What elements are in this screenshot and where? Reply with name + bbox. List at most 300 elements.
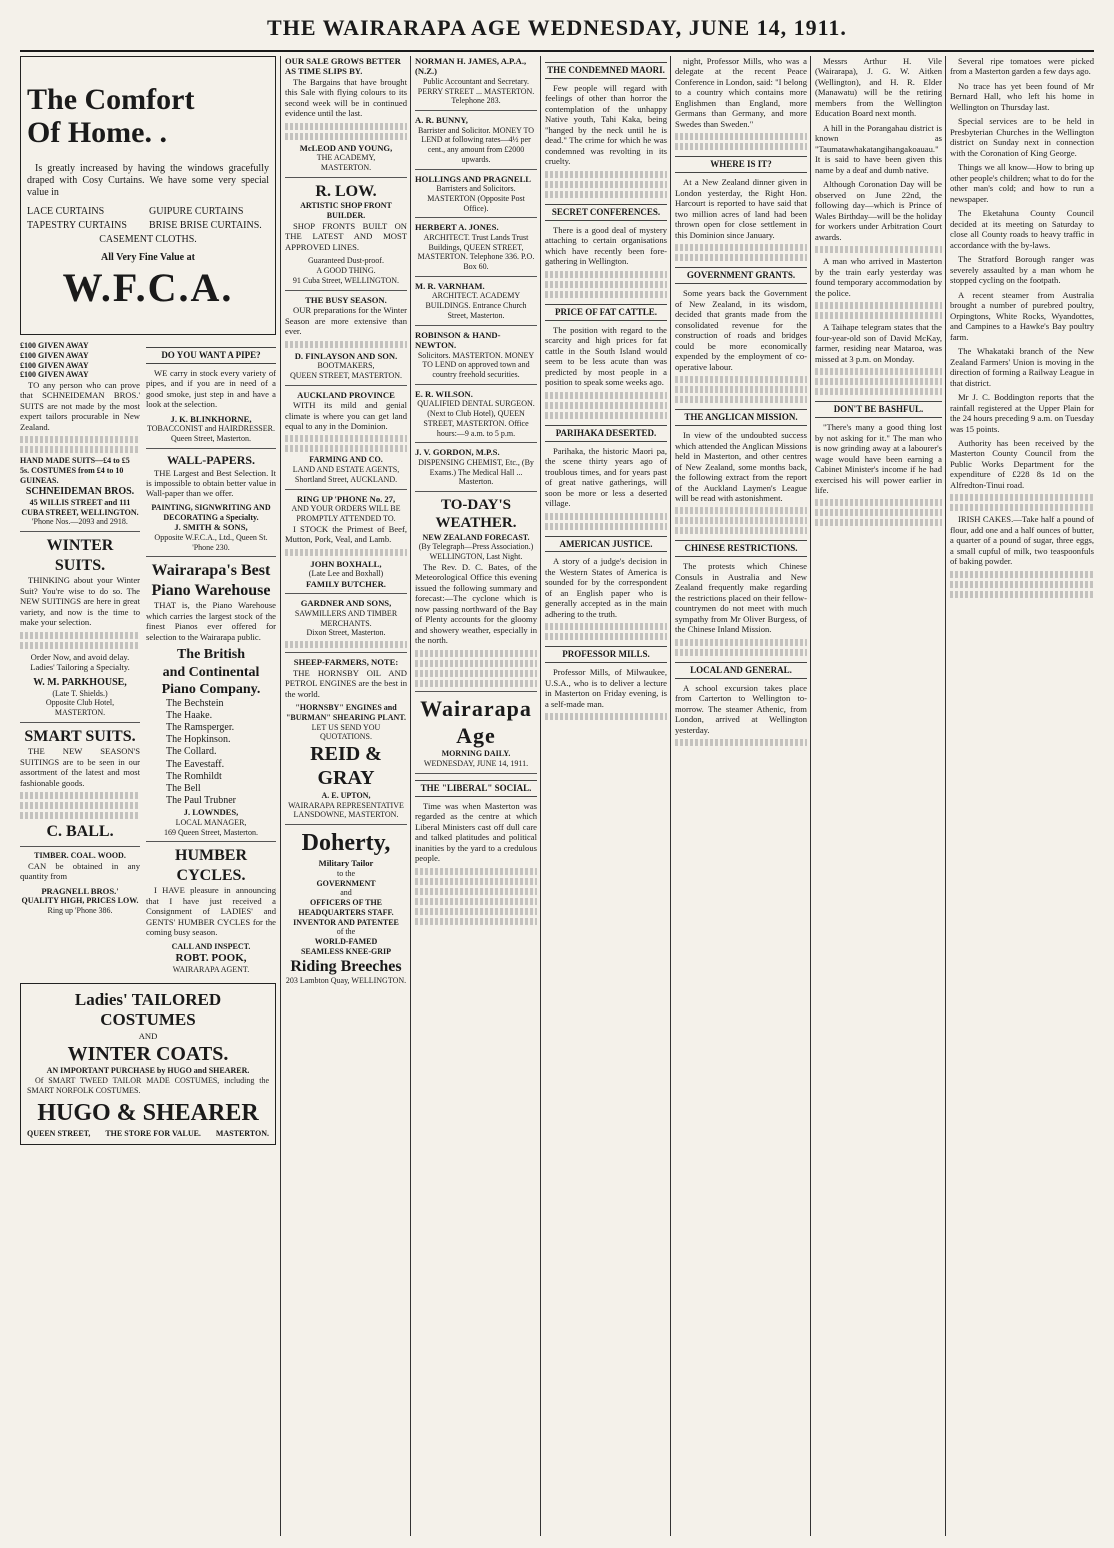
text-filler [675,649,807,656]
wfca-item: TAPESTRY CURTAINS [27,219,127,231]
wfca-title-1: The Comfort [27,83,195,116]
text-filler [815,499,942,506]
professional-card [415,330,537,385]
article-title: PRICE OF FAT CATTLE. [545,304,667,321]
piano-maker: The Bechstein [166,697,224,709]
wallpapers-address: Opposite W.F.C.A., Ltd., Queen St. 'Phone 230. [154,532,268,552]
text-filler [675,739,807,746]
text-filler [675,396,807,403]
rlow-line: Guaranteed Dust-proof. [308,256,384,266]
col1-split [20,341,276,975]
hugo-name: HUGO & SHEARER [37,1100,259,1127]
divider [415,491,537,492]
hugo-tag: THE STORE FOR VALUE. [105,1128,201,1138]
article-body: The protests which Chinese Consuls in Australia and New Zealand frequently make regarding the restrictions placed on their fellow-countrymen do not meet with much sympathy from Mr Oliver Burgess, of the Chinese Inland Mission. [675,561,807,635]
text-filler [815,302,942,309]
article [950,208,1094,250]
ring-trade: FAMILY BUTCHER. [306,578,386,589]
hugo-right: MASTERTON. [215,1128,269,1138]
schneideman-line: £100 GIVEN AWAY [20,360,89,370]
hugo-left: QUEEN STREET, [27,1128,91,1138]
divider [415,217,537,218]
article [950,162,1094,204]
column-6 [675,56,807,1536]
article [950,81,1094,112]
cycles-title: HUMBER CYCLES. [175,847,247,884]
sheep-combo: "HORNSBY" ENGINES and "BURMAN" SHEARING PLANT. [285,703,407,722]
doherty-line: OFFICERS OF THE HEADQUARTERS STAFF. [298,898,394,917]
ball-name: C. BALL. [46,823,114,841]
piano-role: LOCAL MANAGER, [175,817,247,827]
text-filler [675,639,807,646]
schneideman-address: 45 WILLIS STREET and 111 CUBA STREET, WELLINGTON. [21,497,139,517]
article [950,514,1094,597]
sheep-address: LANSDOWNE, MASTERTON. [293,810,399,820]
weather-dateline: WELLINGTON, Last Night. [429,552,523,562]
article-body: The Whakataki branch of the New Zealand Farmers' Union is moving in the direction of forming a Railway League in that district. [950,346,1094,388]
ring-late: (Late Lee and Boxhall) [308,569,384,579]
card-detail: ARCHITECT. ACADEMY BUILDINGS. Entrance Church Street, Masterton. [425,291,527,320]
divider [20,531,140,532]
article [950,346,1094,388]
article-title: SECRET CONFERENCES. [545,204,667,221]
article-body: A story of a judge's decision in the Western States of America is sounded for by the correspondent of an English paper who is generally accepted as in the main adhering to the truth. [545,556,667,619]
doherty-line: SEAMLESS KNEE-GRIP [300,946,392,956]
article [950,392,1094,434]
card-name: M. R. VARNHAM. [415,280,485,291]
text-filler [675,517,807,524]
wfca-item: BRISE BRISE CURTAINS. [149,219,262,231]
piano-maker: The Bell [166,782,201,794]
text-filler [415,670,537,677]
text-filler [415,680,537,687]
rlow-tag: A GOOD THING. [316,266,376,276]
professional-card [415,389,537,443]
schneideman-line: £100 GIVEN AWAY [20,350,89,360]
doherty-product: Riding Breeches [290,957,402,975]
text-filler [950,571,1094,578]
article-body: Some years back the Government of New Zealand, in its wisdom, decided that grants made from the consolidated revenue for the construction of roads and bridges could be more economically expended by the employment of co-operative labour. [675,288,807,372]
article [815,179,942,253]
article [815,256,942,319]
article [950,116,1094,158]
wfca-item: GUIPURE CURTAINS [149,205,244,217]
column-4 [415,56,537,1536]
text-filler [950,494,1094,501]
winter-name: W. M. PARKHOUSE, [33,676,127,688]
column-7 [815,56,942,1536]
divider [146,841,276,842]
text-filler [545,171,667,178]
mcleod-sub: THE ACADEMY, [316,153,376,163]
sheep-title: SHEEP-FARMERS, NOTE: [293,657,399,668]
divider [415,384,537,385]
text-filler [545,402,667,409]
auckland-firm: FARMING AND CO. [309,455,383,465]
text-filler [415,650,537,657]
article-body: IRISH CAKES.—Take half a pound of flour, add one and a half ounces of butter, a quarter of a pound of sugar, three eggs, a small cupful of milk, two teaspoonfuls of baking powder. [950,514,1094,567]
article [950,254,1094,285]
ring-sub: AND YOUR ORDERS WILL BE PROMPTLY ATTENDED TO. [291,504,401,523]
article-body: Things we all know—How to bring up other people's children; what to do for the other man's cold; and how to run a newspaper. [950,162,1094,204]
text-filler [415,898,537,905]
article [950,290,1094,342]
busy-title: THE BUSY SEASON. [305,294,387,305]
article [675,267,807,403]
text-filler [285,641,407,648]
doherty-line: of the [336,927,356,937]
text-filler [815,378,942,385]
column-rule [945,56,946,1536]
cycles-cta: CALL AND INSPECT. [171,941,251,951]
article-title: CHINESE RESTRICTIONS. [675,540,807,557]
piano-makers [146,698,276,808]
article-body: At a New Zealand dinner given in London yesterday, the Right Hon. Harcourt is reported to have said that two million acres of land had been thrown open for close settlement in this Dominion since January. [675,177,807,240]
article [545,536,667,641]
wallpapers-name: J. SMITH & SONS, [174,522,248,533]
liberal-title: THE "LIBERAL" SOCIAL. [415,780,537,797]
article-body: Messrs Arthur H. Vile (Wairarapa), J. G. W. Aitken (Wellington), and H. R. Elder (Manawatu) will be the retiring members from the Wellington Education Board next month. [815,56,942,119]
doherty-address: 203 Lambton Quay, WELLINGTON. [285,976,407,986]
column-8 [950,56,1094,1536]
divider [285,652,407,653]
professional-card [415,281,537,326]
cycles-body: I HAVE pleasure in announcing that I have just received a Consignment of LADIES' and GENTS' HUMBER CYCLES for the coming busy season. [146,885,276,938]
text-filler [285,445,407,452]
text-filler [815,519,942,526]
pragnell-phone: Ring up 'Phone 386. [47,905,113,915]
masthead [20,6,1094,52]
ring-title: RING UP 'PHONE No. 27, [296,493,396,504]
text-filler [675,507,807,514]
piano-maker: The Romhildt [166,770,222,782]
card-name: NORMAN H. JAMES, A.P.A., (N.Z.) [415,56,527,77]
busy-address: QUEEN STREET, MASTERTON. [289,370,403,380]
gardner-address: Dixon Street, Masterton. [306,628,386,638]
schneideman-line: £100 GIVEN AWAY [20,370,89,380]
professional-card [415,115,537,169]
professional-card [415,222,537,276]
text-filler [20,792,140,799]
divider [285,593,407,594]
paper-nameplate-sub: MORNING DAILY. [441,749,511,759]
article-body: "There's many a good thing lost by not asking for it." The man who is now grinding away at a labourer's wage would have been earning a Cabinet Minister's income if he had exercised his will power earlier in life. [815,422,942,495]
rlow-address: 91 Cuba Street, WELLINGTON. [292,275,400,285]
article [545,646,667,720]
wfca-item: LACE CURTAINS [27,205,105,217]
smart-title: SMART SUITS. [24,727,136,745]
text-filler [675,376,807,383]
column-3 [285,56,407,1536]
liberal-body: Time was when Masterton was regarded as the centre at which Liberal Ministers cast off dull care and talked platitudes and political inanities by the yard to a credulous people. [415,800,537,864]
text-filler [545,513,667,520]
busy-body: OUR preparations for the Winter Season are more extensive than ever. [285,305,407,337]
wallpapers-title: WALL-PAPERS. [166,452,256,467]
sheep-name: REID & GRAY [310,743,382,790]
wallpapers-trades: PAINTING, SIGNWRITING AND DECORATING a Specialty. [151,502,271,522]
piano-sub-3: Piano Company. [161,681,261,697]
cycles-name: ROBT. POOK, [175,951,247,964]
pipe-title: DO YOU WANT A PIPE? [146,347,276,364]
text-filler [415,660,537,667]
sheep-quote: LET US SEND YOU QUOTATIONS. [311,722,381,742]
winter-title: WINTER SUITS. [46,537,114,574]
rlow-name: R. LOW. [315,182,377,200]
auckland-body: WITH its mild and genial climate is where you can get land equal to any in the Dominion. [285,400,407,431]
text-filler [415,908,537,915]
article-body: Authority has been received by the Masterton County Council from the Public Works Department for the expenditure of £228 8s 1d on the Alfredton-Tinui road. [950,437,1094,490]
text-filler [285,549,407,556]
weather-body: The Rev. D. C. Bates, of the Meteorological Office this evening issued the following summary and forecast:—The cyclone which is now passing northward of the Bay of Plenty accounts for the gloomy and showery weather, especially in the north. [415,561,537,646]
column-5 [545,56,667,1536]
card-name: HOLLINGS AND PRAGNELL [415,173,532,184]
text-filler [675,244,807,251]
article [675,156,807,261]
article-body: Several ripe tomatoes were picked from a Masterton garden a few days ago. [950,56,1094,77]
gardner-name: GARDNER AND SONS, [300,598,392,609]
card-detail: Public Accountant and Secretary. PERRY STREET ... MASTERTON. Telephone 283. [417,76,535,106]
auckland-firm-2: LAND AND ESTATE AGENTS, [292,465,400,475]
rlow-body: SHOP FRONTS BUILT ON THE LATEST AND MOST APPROVED LINES. [285,220,407,252]
wfca-tag: All Very Fine Value at [101,252,195,264]
masthead-title: THE WAIRARAPA AGE WEDNESDAY, JUNE 14, 1911. [267,15,847,40]
article-body: A man who arrived in Masterton by the train early yesterday was found temporary accommodation by the police. [815,256,942,298]
column-rule [670,56,671,1536]
auckland-address: Shortland Street, AUCKLAND. [294,474,398,484]
text-filler [20,802,140,809]
wfca-name: W.F.C.A. [62,265,234,311]
article [815,401,942,526]
divider [415,169,537,170]
text-filler [815,509,942,516]
text-filler [545,181,667,188]
column-rule [410,56,411,1536]
ring-stock: I STOCK the Primest of Beef, Mutton, Pork, Veal, and Lamb. [285,523,407,545]
piano-title: Wairarapa's Best Piano Warehouse [151,562,271,599]
article-title: THE ANGLICAN MISSION. [675,409,807,426]
card-name: A. R. BUNNY, [415,115,468,126]
text-filler [285,123,407,130]
doherty-line: GOVERNMENT [316,878,376,888]
smart-body: THE NEW SEASON'S SUITINGS are to be seen in our assortment of the latest and most fashionable goods. [20,746,140,788]
article-body: There is a good deal of mystery attaching to certain organisations which have recently been fore-gathering in Wellington. [545,224,667,267]
wfca-title-2: Of Home. . [27,116,167,149]
article [950,438,1094,511]
text-filler [545,191,667,198]
col1-left [20,341,140,975]
article-body: Parihaka, the historic Maori pa, the scene thirty years ago of troublous times, and for years past of great native gatherings, will soon be more or less a deserted village. [545,445,667,509]
winter-order: Order Now, and avoid delay. [30,651,130,662]
professional-card [415,56,537,111]
text-filler [545,392,667,399]
article-body: Special services are to be held in Presbyterian Churches in the Wellington district on Sunday next in connection with the Coronation of King George. [950,116,1094,158]
column-rule [280,56,281,1536]
text-filler [545,633,667,640]
pipe-trade: TOBACCONIST and HAIRDRESSER. [147,424,275,434]
mcleod-body: The Bargains that have brought this Sale with flying colours to its second week will be in continued evidence until the last. [285,76,407,119]
article-title: AMERICAN JUSTICE. [545,536,667,553]
divider [415,276,537,277]
article [815,322,942,395]
article [675,662,807,746]
article [815,123,942,175]
article-body: Few people will regard with feelings of other than horror the contemplation of the unhappy Native youth, Tahi Kaka, being "hanged by the neck until he is dead." The crime for which he was condemned was revolting in its cruelty. [545,82,667,167]
gardner-trade: SAWMILLERS AND TIMBER MERCHANTS. [294,608,398,628]
winter-late: (Late T. Shields.) [52,688,108,698]
card-detail: Barrister and Solicitor. MONEY TO LEND at following rates—4½ per cent., any amount from £2000 upwards. [417,125,535,164]
doherty-line: INVENTOR AND PATENTEE [293,917,399,927]
weather-source: (By Telegraph—Press Association.) [418,542,534,552]
article-body: The position with regard to the scarcity and high prices for fat cattle in the South Island would seem to be less acute than was predicted by most people in a position to speak some weeks ago. [545,324,667,388]
col1-right [146,341,276,975]
hugo-footer [27,1129,269,1139]
text-filler [950,581,1094,588]
paper-nameplate: Wairarapa Age [420,695,532,748]
article-body: Professor Mills, of Milwaukee, U.S.A., who is to deliver a lecture in Masterton on Friday evening, is a self-made man. [545,667,667,709]
article [815,56,942,119]
text-filler [285,133,407,140]
article-body: The Stratford Borough ranger was severely assaulted by a man whom he stopped cycling on the footpath. [950,254,1094,286]
sheep-body: THE HORNSBY OIL AND PETROL ENGINES are the best in the world. [285,667,407,699]
text-filler [545,291,667,298]
card-name: E. R. WILSON. [415,388,473,399]
article-body: A recent steamer from Australia brought a number of purebred poultry, Orpingtons, White Rocks, Wyandottes, and Campines to a Hawke's Bay poultry farm. [950,289,1094,342]
piano-name: J. LOWNDES, [183,807,239,818]
text-filler [545,523,667,530]
card-name: J. V. GORDON, M.P.S. [415,447,500,458]
divider [285,290,407,291]
card-detail: DISPENSING CHEMIST, Etc., (By Exams.) The Medical Hall ... Masterton. [418,457,534,487]
divider [415,110,537,111]
card-detail: Solicitors. MASTERTON. MONEY TO LEND on approved town and country freehold securities. [417,350,535,380]
wfca-intro: Is greatly increased by having the windows gracefully draped with Cosy Curtains. We have some very special value in [27,163,269,199]
card-detail: Barristers and Solicitors. MASTERTON (Opposite Post Office). [427,184,525,213]
text-filler [20,812,140,819]
article-title: LOCAL AND GENERAL. [675,662,807,679]
piano-maker: The Paul Trubner [166,795,236,807]
column-rule [810,56,811,1536]
text-filler [545,271,667,278]
article-title: PROFESSOR MILLS. [545,646,667,663]
rlow-trade: ARTISTIC SHOP FRONT BUILDER. [300,201,392,221]
divider [285,824,407,825]
text-filler [20,632,140,639]
piano-sub-1: The British [176,647,246,663]
piano-address: 169 Queen Street, Masterton. [164,827,258,837]
schneideman-price: HAND MADE SUITS—£4 to £5 5s. COSTUMES from £4 to 10 GUINEAS. [20,456,130,485]
hugo-and: AND [138,1031,158,1042]
wfca-items [27,206,269,247]
card-detail: ARCHITECT. Trust Lands Trust Buildings, QUEEN STREET, MASTERTON. Telephone 336. P.O. Box 60. [417,232,535,272]
hugo-ad [20,983,276,1146]
schneideman-name: SCHNEIDEMAN BROS. [25,485,135,497]
article-body: A school excursion takes place from Carterton to Wellington to-morrow. The steamer Athenic, from London, arrived at Wellington yesterday. [675,682,807,735]
text-filler [815,388,942,395]
text-filler [545,713,667,720]
text-filler [675,254,807,261]
hugo-title-2: WINTER COATS. [67,1042,229,1065]
doherty-line: and [340,888,352,898]
wallpapers-body: THE Largest and Best Selection. It is impossible to obtain better value in Wall-paper than we offer. [146,467,276,499]
divider [20,846,140,847]
auckland-title: AUCKLAND PROVINCE [297,389,395,400]
paper-nameplate-date: WEDNESDAY, JUNE 14, 1911. [423,759,529,769]
article [675,409,807,534]
text-filler [815,368,942,375]
text-filler [545,281,667,288]
divider [415,325,537,326]
article-title: GOVERNMENT GRANTS. [675,267,807,284]
winter-address: Opposite Club Hotel, MASTERTON. [45,698,115,718]
weather-title: TO-DAY'S WEATHER. [435,497,517,532]
winter-ladies: Ladies' Tailoring a Specialty. [30,662,130,673]
sheep-agent: A. E. UPTON, [321,790,371,800]
wfca-item: CASEMENT CLOTHS. [99,233,197,245]
article-body: No trace has yet been found of Mr Bernard Hall, who left his home in Wellington on Thursday last. [950,80,1094,112]
mcleod-name: McLEOD AND YOUNG, [299,142,393,153]
pragnell-body: CAN be obtained in any quantity from [20,860,140,882]
text-filler [20,446,140,453]
article-title: DON'T BE BASHFUL. [815,401,942,418]
article-title: PARIHAKA DESERTED. [545,425,667,442]
card-name: ROBINSON & HAND-NEWTON. [415,329,501,351]
ring-name: JOHN BOXHALL, [310,558,382,569]
text-filler [285,341,407,348]
text-filler [950,504,1094,511]
schneideman-phone: 'Phone Nos.—2093 and 2918. [32,517,128,527]
pragnell-name: PRAGNELL BROS.' [41,885,119,896]
piano-maker: The Hopkinson. [166,734,231,746]
doherty-line: WORLD-FAMED [314,937,378,947]
text-filler [675,143,807,150]
divider [415,442,537,443]
cycles-role: WAIRARAPA AGENT. [172,964,250,974]
text-filler [415,918,537,925]
article-title: WHERE IS IT? [675,156,807,173]
text-filler [415,868,537,875]
article [675,540,807,655]
article-body: night, Professor Mills, who was a delegate at the recent Peace Conference in London, said: "I belong to a country which contains more Englishmen than England, more Germans than Germany, and more Swedes than Sweden." [675,56,807,129]
busy-trade: BOOTMAKERS, [317,361,375,371]
text-filler [415,888,537,895]
sheep-agent-2: WAIRARAPA REPRESENTATIVE [288,800,404,810]
card-detail: QUALIFIED DENTAL SURGEON. (Next to Club Hotel), QUEEN STREET, MASTERTON. Office hours:—9 a.m. to 5 p.m. [417,399,535,438]
doherty-name: Doherty, [301,830,391,857]
pragnell-line-2: QUALITY HIGH, PRICES LOW. [21,896,139,906]
column-1 [20,56,276,1536]
text-filler [675,133,807,140]
divider [146,448,276,449]
pipe-address: Queen Street, Masterton. [171,434,251,444]
article-title: THE CONDEMNED MAORI. [545,62,667,79]
text-filler [20,436,140,443]
article-body: Mr J. C. Boddington reports that the rainfall registered at the Upper Plain for the 24 hours preceding 9 a.m. on Tuesday was 15 points. [950,392,1094,434]
card-name: HERBERT A. JONES. [415,222,499,233]
weather-sub: NEW ZEALAND FORECAST. [422,532,530,542]
schneideman-line: £100 GIVEN AWAY [20,341,89,350]
article [545,304,667,419]
piano-maker: The Collard. [166,746,217,758]
text-filler [815,246,942,253]
divider [285,177,407,178]
divider [415,773,537,774]
hugo-body: Of SMART TWEED TAILOR MADE COSTUMES, including the SMART NORFOLK COSTUMES. [27,1075,269,1095]
divider [415,691,537,692]
article [545,425,667,530]
article-body: The Eketahuna County Council decided at its meeting on Saturday to close all County roads to heavy traffic in accordance with the by-laws. [950,208,1094,250]
pipe-name: J. K. BLINKHORNE, [170,413,252,424]
piano-maker: The Ramsperger. [166,722,235,734]
